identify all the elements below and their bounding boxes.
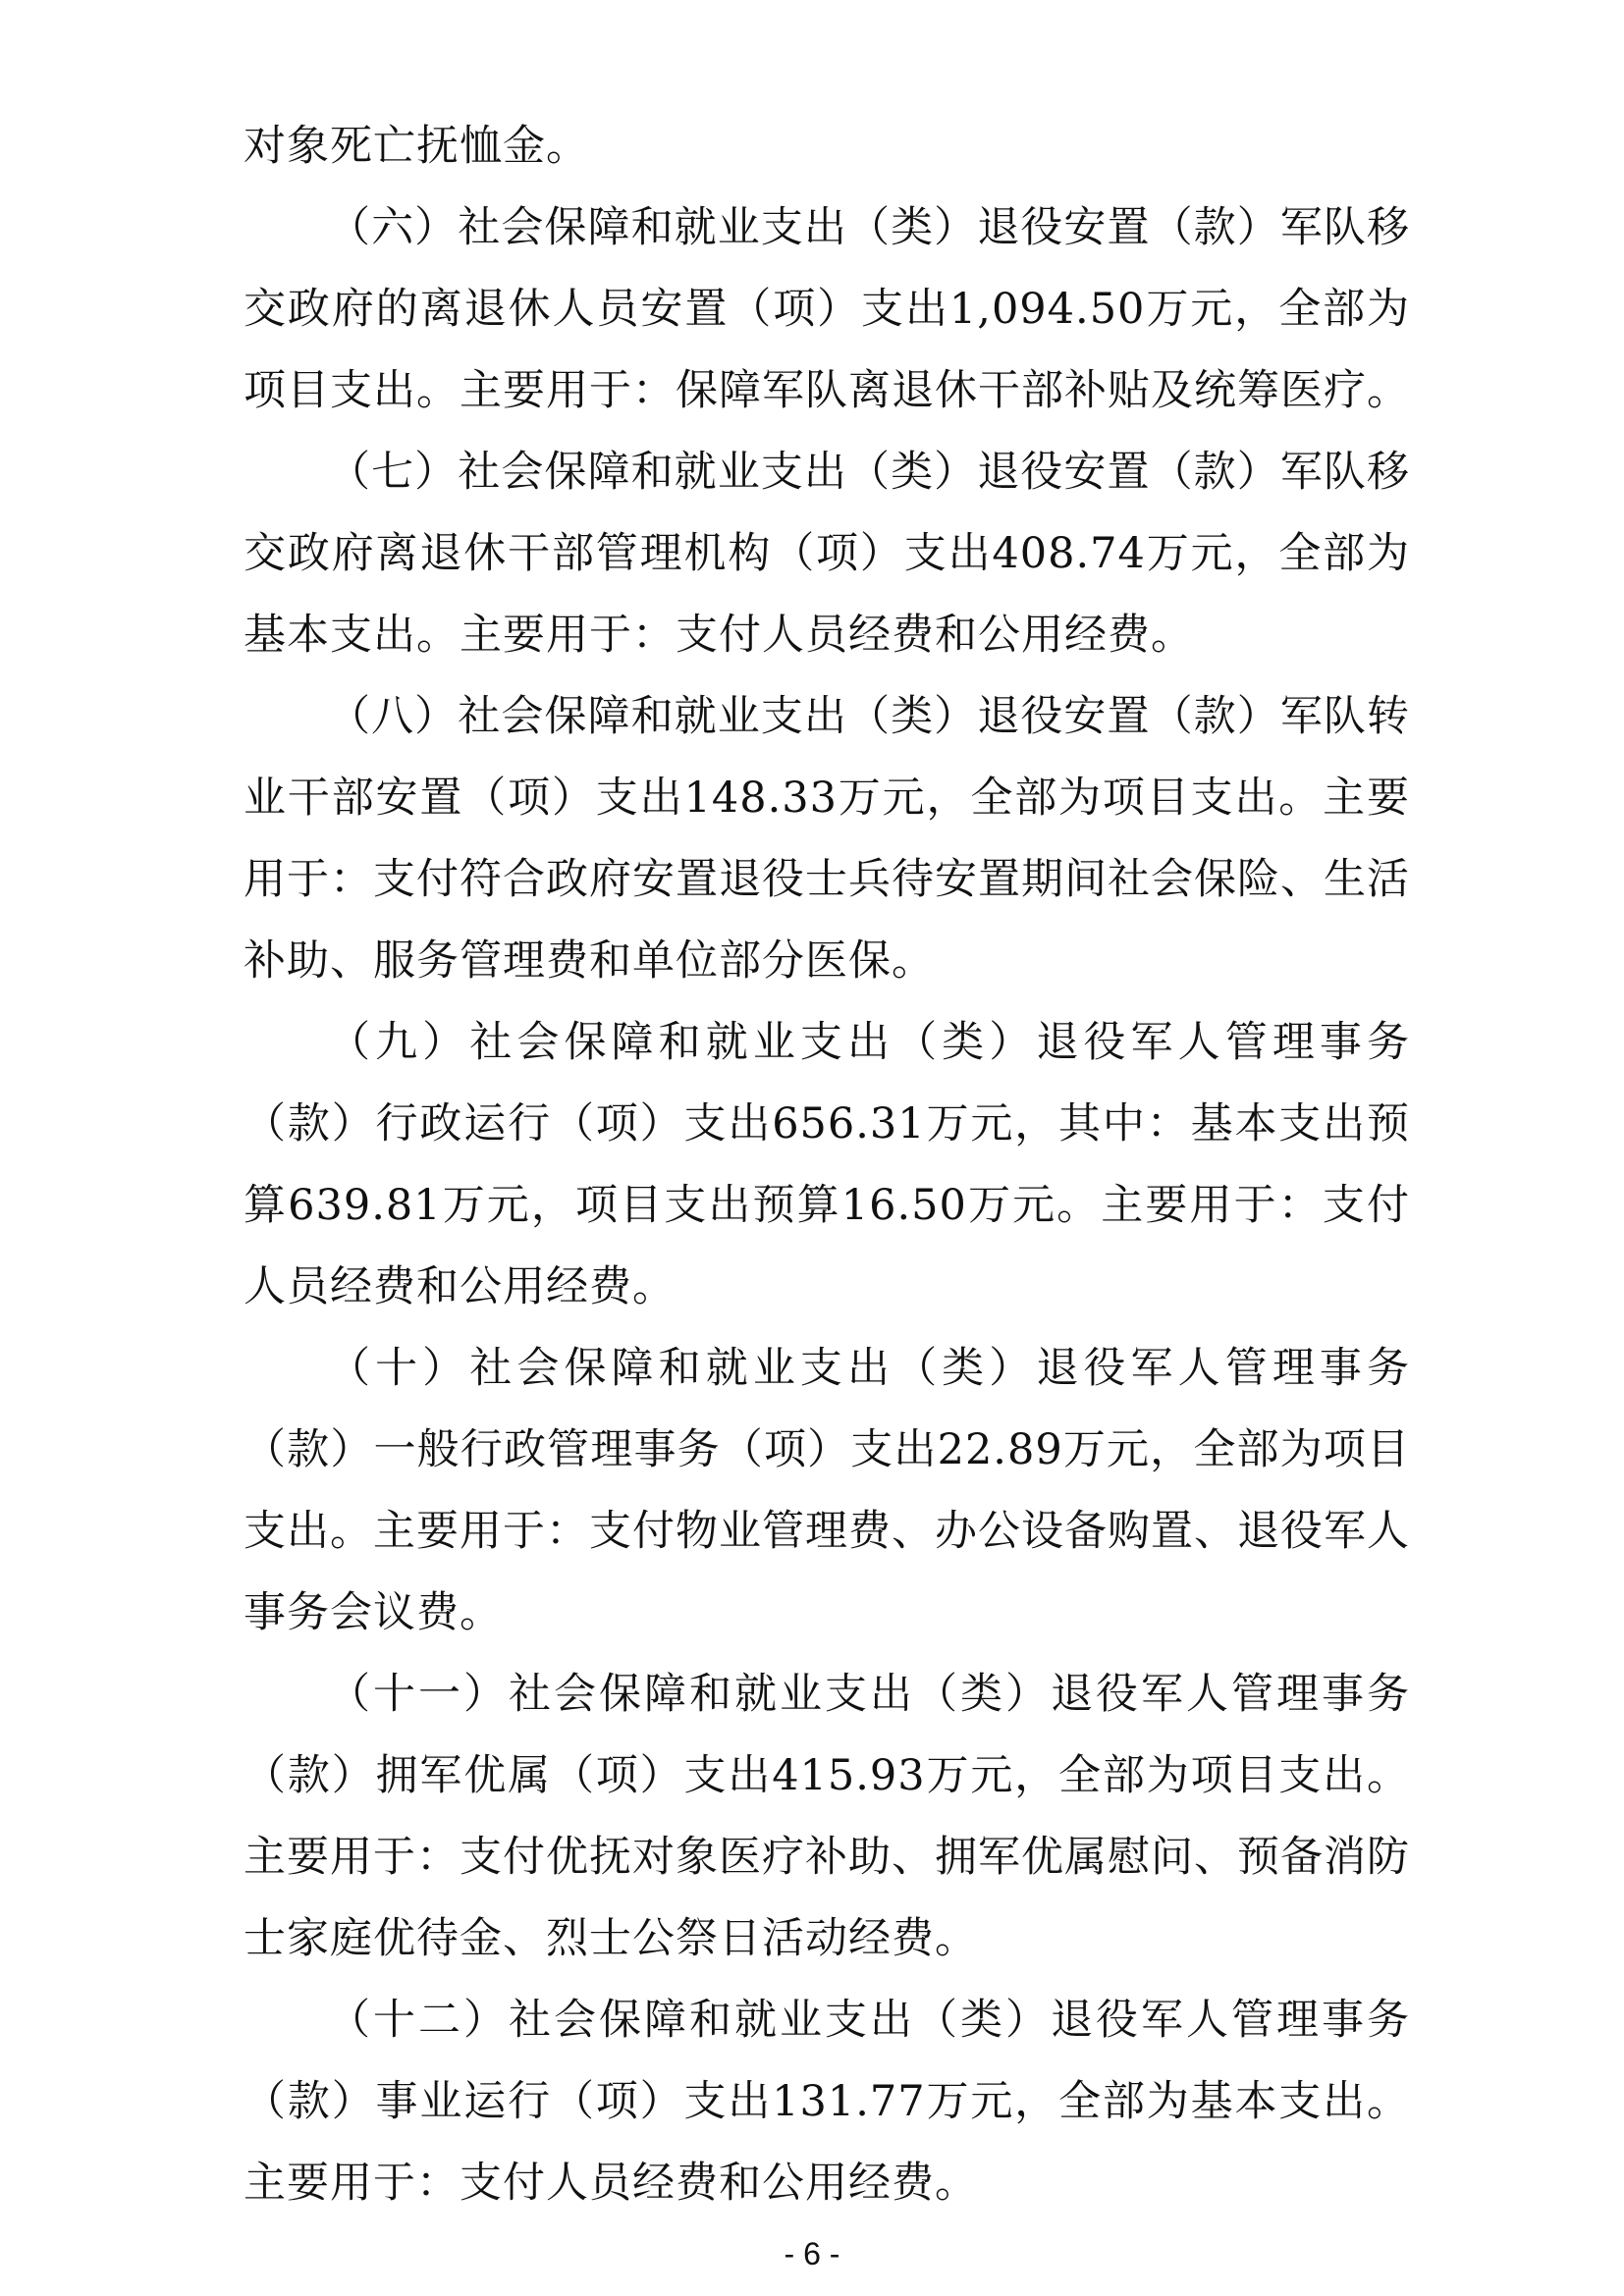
paragraph-item-7: （七）社会保障和就业支出（类）退役安置（款）军队移交政府离退休干部管理机构（项）支出408.74万元，全部为基本支出。主要用于：支付人员经费和公用经费。 [244, 448, 1410, 660]
paragraph-item-12: （十二）社会保障和就业支出（类）退役军人管理事务（款）事业运行（项）支出131.77万元，全部为基本支出。主要用于：支付人员经费和公用经费。 [244, 1996, 1410, 2208]
paragraph-item-9: （九）社会保障和就业支出（类）退役军人管理事务（款）行政运行（项）支出656.31万元，其中：基本支出预算639.81万元，项目支出预算16.50万元。主要用于：支付人员经费和公用经费。 [244, 1018, 1410, 1311]
page-number: - 6 - [784, 2236, 840, 2271]
document-body [244, 106, 1410, 2224]
paragraph-item-11: （十一）社会保障和就业支出（类）退役军人管理事务（款）拥军优属（项）支出415.93万元，全部为项目支出。主要用于：支付优抚对象医疗补助、拥军优属慰问、预备消防士家庭优待金、烈士公祭日活动经费。 [244, 1670, 1410, 1963]
paragraph-continuation: 对象死亡抚恤金。 [244, 122, 589, 171]
paragraph-item-6: （六）社会保障和就业支出（类）退役安置（款）军队移交政府的离退休人员安置（项）支出1,094.50万元，全部为项目支出。主要用于：保障军队离退休干部补贴及统筹医疗。 [244, 203, 1410, 415]
paragraph-item-10: （十）社会保障和就业支出（类）退役军人管理事务（款）一般行政管理事务（项）支出22.89万元，全部为项目支出。主要用于：支付物业管理费、办公设备购置、退役军人事务会议费。 [244, 1344, 1410, 1637]
paragraph-item-8: （八）社会保障和就业支出（类）退役安置（款）军队转业干部安置（项）支出148.33万元，全部为项目支出。主要用于：支付符合政府安置退役士兵待安置期间社会保险、生活补助、服务管理费和单位部分医保。 [244, 692, 1410, 986]
